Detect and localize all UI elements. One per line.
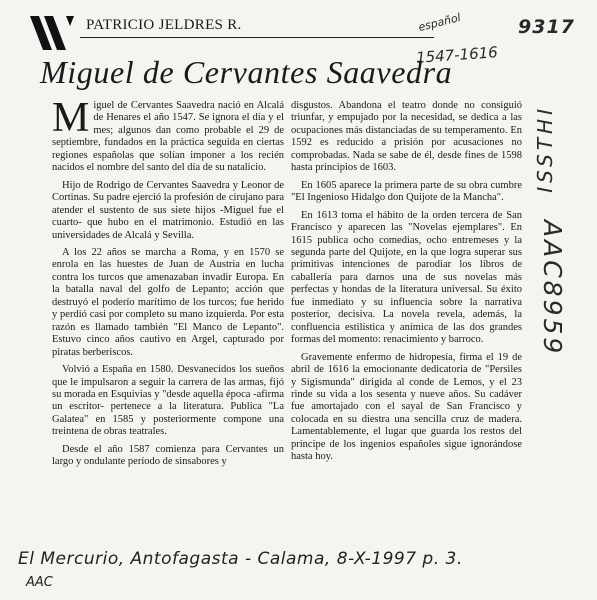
handwritten-source-citation: El Mercurio, Antofagasta - Calama, 8-X-1997 p. 3. bbox=[18, 549, 463, 569]
paragraph: Miguel de Cervantes Saavedra nació en Alcalá de Henares el año 1547. Se ignora el día y el mes; algunos dan como probable el 29 de septiembre, fundados en la práctica seguida en ciertas regiones españolas que solían imponer a los recién nacidos el nombre del santo del día de su natalicio. bbox=[52, 95, 284, 174]
article-column-2 bbox=[291, 100, 522, 469]
handwritten-vertical-code: AAC8959 bbox=[538, 220, 567, 357]
paragraph: Gravemente enfermo de hidropesía, firma el 19 de abril de 1616 la emocionante dedicatoria de "Persiles y Sigismunda" dirigida al conde de Lemos, y el 23 rinde su vida a los sesenta y nueve años. Su cadáver fue amortajado con el sayal de San Francisco y colocada en su diestra una sencilla cruz de madera. Lamentablemente, el lugar que guarda los restos del príncipe de los ingenios españoles sigue ignorándose hasta hoy. bbox=[291, 351, 522, 463]
paragraph: disgustos. Abandona el teatro donde no consiguió triunfar, y empujado por la necesidad, se dedica a las ocupaciones más distanciadas de su temperamento. En 1592 es reducido a prisión por acusaciones no comprobadas. Nada se sabe de él, desde fines de 1598 hasta principios de 1603. bbox=[291, 100, 522, 174]
header-rule bbox=[80, 37, 434, 38]
paragraph: Desde el año 1587 comienza para Cervantes un largo y ondulante período de sinsabores y bbox=[52, 443, 284, 468]
handwritten-years: 1547-1616 bbox=[415, 43, 499, 67]
author-byline: PATRICIO JELDRES R. bbox=[86, 17, 242, 33]
handwritten-initials: AAC bbox=[26, 575, 53, 590]
paragraph: Volvió a España en 1580. Desvanecidos los sueños que le impulsaron a seguir la carrera de las armas, fijó su morada en Esquivias y "desde aquella época -afirma un escritor- pertenece a la literatura. Publica "La Galatea" en 1585 y posteriormente compone una treintena de obras teatrales. bbox=[52, 364, 284, 438]
paragraph: En 1613 toma el hábito de la orden tercera de San Francisco y aparecen las "Novelas ejemplares". En 1615 publica ocho comedias, ocho entremeses y la segunda parte del Quijote, en la que logra superar sus primitivas intenciones de parodiar los libros de caballería para darnos una de sus novelas más perfectas y hondas de la literatura universal. Su éxito fue inmediato y su influencia sobre la narrativa posterior, decisiva. La novela revela, además, la confluencia estilística y anímica de las dos grandes formas del momento: renacimiento y barroco. bbox=[291, 209, 522, 346]
paragraph: Hijo de Rodrigo de Cervantes Saavedra y Leonor de Cortinas. Su padre ejerció la profesión de cirujano para atender el sustento de sus siete hijos -Miguel fue el cuarto- que hubo en el matrimonio. Estudió en las universidades de Alcalá y Sevilla. bbox=[52, 179, 284, 241]
paragraph: A los 22 años se marcha a Roma, y en 1570 se enrola en las huestes de Juan de Austria en lucha contra los turcos que amenazaban invadir Europa. En la batalla naval del golfo de Lepanto; acción que destruyó el poderío marítimo de los turcos; fue herido y perdió casi por completo su mano izquierda. Por esta razón es llamado también "El Manco de Lepanto". Estuvo cinco años cautivo en Argel, capturado por piratas berberiscos. bbox=[52, 246, 284, 358]
handwritten-catalog-number: 9317 bbox=[518, 16, 575, 38]
handwritten-language-note: español bbox=[417, 10, 462, 35]
paragraph: En 1605 aparece la primera parte de su obra cumbre "El Ingenioso Hidalgo don Quijote de la Mancha". bbox=[291, 179, 522, 204]
drop-cap: M bbox=[52, 95, 90, 141]
article-title: Miguel de Cervantes Saavedra bbox=[40, 54, 453, 90]
handwritten-vertical-note: ISSTHI bbox=[533, 105, 557, 193]
chevron-logo-icon bbox=[30, 16, 74, 50]
article-column-1 bbox=[52, 95, 284, 474]
